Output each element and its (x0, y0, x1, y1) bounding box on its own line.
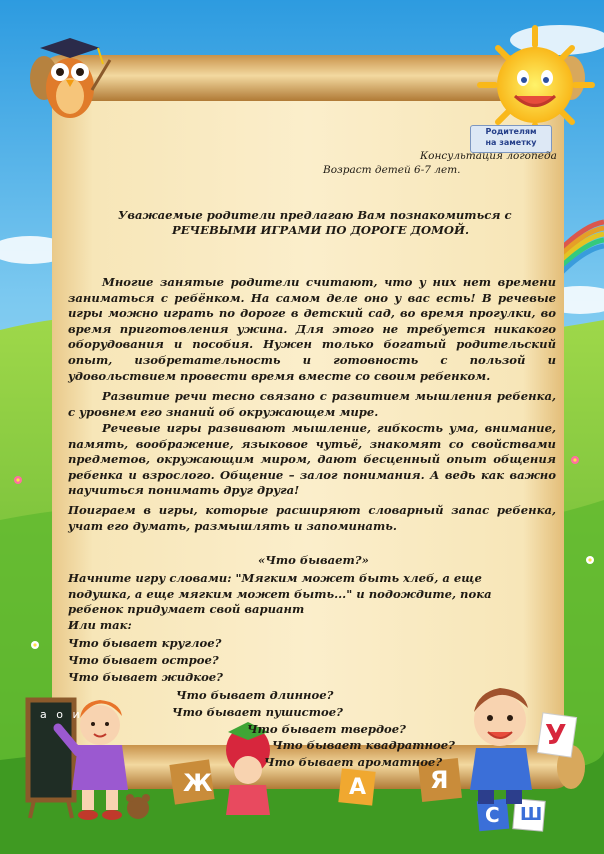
game-alt: Или так: (68, 618, 132, 632)
question-item: Что бывает длинное? (176, 688, 334, 702)
paragraph: Развитие речи тесно связано с развитием мышления ребенка, с уровнем его знаний об окружающем мире. (68, 389, 556, 419)
question-item: Что бывает ароматное? (264, 755, 443, 769)
game-title: «Что бывает?» (258, 553, 369, 567)
parents-note-badge (470, 125, 552, 153)
question-item: Что бывает острое? (68, 653, 219, 667)
block-letter: Ш (520, 804, 543, 825)
chalkboard-letters: а о и (40, 708, 83, 721)
question-item: Что бывает круглое? (68, 636, 222, 650)
page-subtitle: РЕЧЕВЫМИ ИГРАМИ ПО ДОРОГЕ ДОМОЙ. (172, 223, 469, 237)
age-label: Возраст детей 6-7 лет. (323, 164, 461, 176)
paragraph: Поиграем в игры, которые расширяют словарный запас ребенка, учат его думать, размышлять и запоминать. (68, 503, 556, 533)
consultation-label: Консультация логопеда (420, 150, 557, 162)
block-letter: У (545, 718, 567, 751)
paragraph: Многие занятые родители считают, что у них нет времени заниматься с ребёнком. На самом деле оно у вас есть! В речевые игры можно играть по дороге в детский сад, во время прогулки, во время приготовления ужина. Для этого не требуется никакого оборудования и пособия. Нужен только богатый родительский опыт, изобретательность и готовность с пользой и удовольствием провести время вместе со своим ребенком. (68, 275, 556, 383)
badge-line: Родителям (485, 127, 537, 136)
block-letter: А (349, 775, 367, 800)
question-item: Что бывает пушистое? (172, 705, 343, 719)
block-letter: Я (430, 766, 449, 794)
paragraph: Речевые игры развивают мышление, гибкость ума, внимание, память, воображение, языковое чутьё, знакомят со свойствами предметов, окружающим миром, дают бесценный опыт общения ребенка и взрослого. Общение – залог понимания. А ведь как важно научиться понимать друг друга! (68, 421, 556, 498)
block-letter: Ж (183, 769, 213, 797)
badge-line: на заметку (485, 138, 537, 147)
block-letter: С (485, 803, 500, 827)
game-intro: Начните игру словами: "Мягким может быть хлеб, а еще подушка, а еще мягким может быть..." и подождите, пока ребенок придумает свой вариант (68, 571, 492, 617)
question-item: Что бывает квадратное? (272, 738, 455, 752)
page-title: Уважаемые родители предлагаю Вам познакомиться с (118, 208, 512, 222)
question-item: Что бывает жидкое? (68, 670, 223, 684)
question-item: Что бывает твердое? (247, 722, 406, 736)
